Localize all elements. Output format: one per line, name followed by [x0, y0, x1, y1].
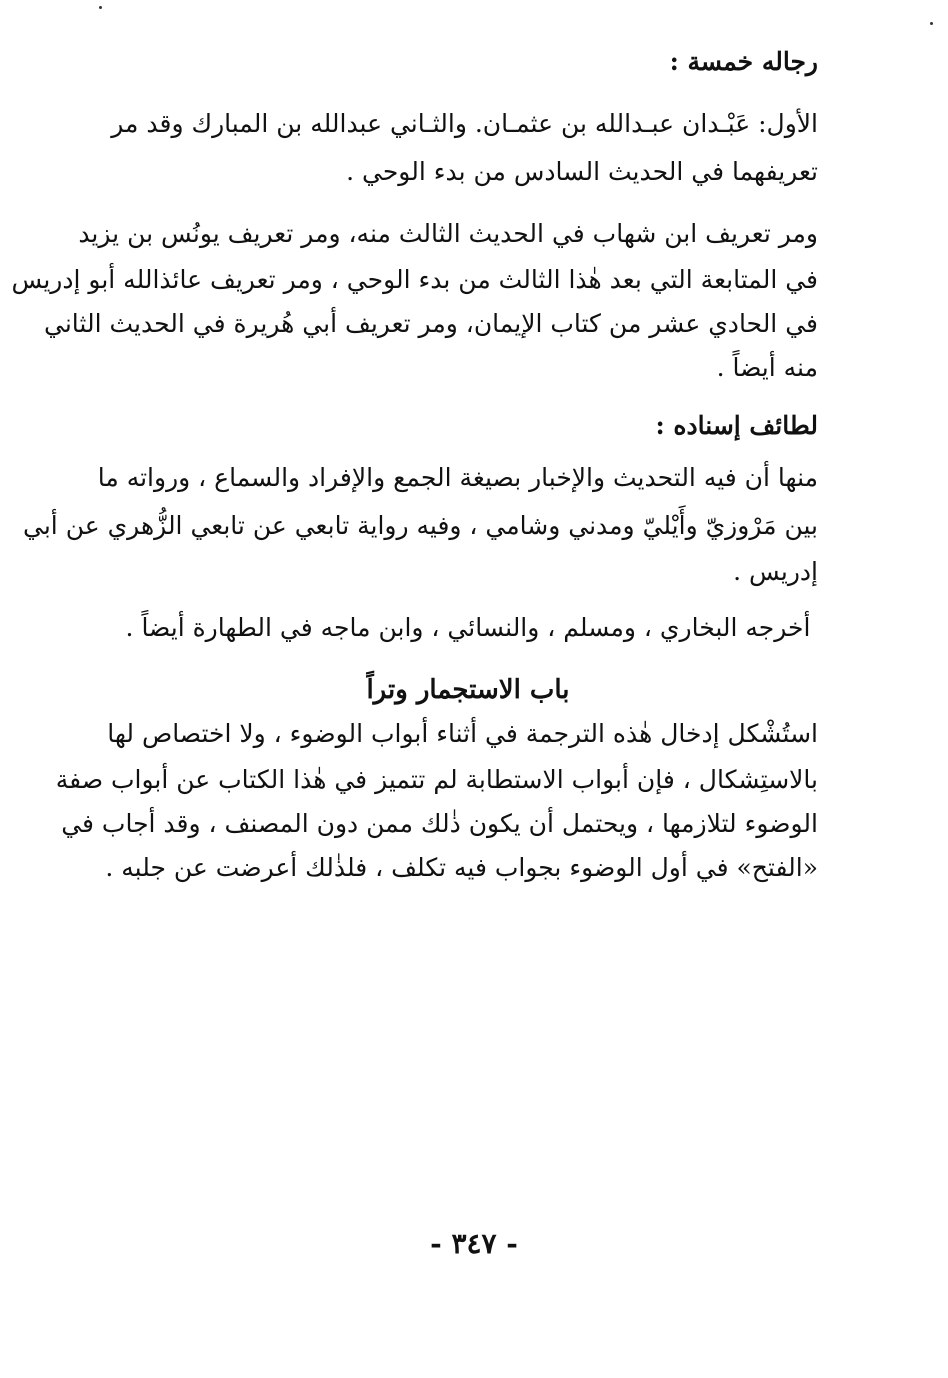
narrators-heading: رجاله خمسة :	[669, 47, 818, 76]
isnad-heading: لطائف إسناده :	[655, 411, 818, 440]
page-number: - ٣٤٧ -	[430, 1227, 518, 1260]
text-line: الوضوء لتلازمها ، ويحتمل أن يكون ذٰلك ممن دون المصنف ، وقد أجاب في	[61, 809, 818, 838]
scan-speck	[930, 22, 933, 25]
text-line: بالاستِشكال ، فإن أبواب الاستطابة لم تتميز في هٰذا الكتاب عن أبواب صفة	[55, 765, 818, 794]
text-line: استُشْكل إدخال هٰذه الترجمة في أثناء أبواب الوضوء ، ولا اختصاص لها	[107, 719, 818, 748]
text-line: منها أن فيه التحديث والإخبار بصيغة الجمع والإفراد والسماع ، ورواته ما	[97, 463, 818, 492]
text-line: في الحادي عشر من كتاب الإيمان، ومر تعريف أبي هُريرة في الحديث الثاني	[44, 309, 818, 338]
chapter-title: باب الاستجمار وتراً	[366, 675, 570, 705]
text-line: إدريس .	[733, 557, 818, 586]
text-line: ومر تعريف ابن شهاب في الحديث الثالث منه، ومر تعريف يونُس بن يزيد	[78, 219, 818, 248]
text-line: «الفتح» في أول الوضوء بجواب فيه تكلف ، فلذٰلك أعرضت عن جلبه .	[105, 853, 818, 882]
text-line: تعريفهما في الحديث السادس من بدء الوحي .	[346, 157, 818, 186]
text-line: بين مَرْوزيّ وأَيْليّ ومدني وشامي ، وفيه رواية تابعي عن تابعي الزُّهري عن أبي	[23, 511, 818, 540]
text-line: في المتابعة التي بعد هٰذا الثالث من بدء الوحي ، ومر تعريف عائذالله أبو إدريس	[11, 265, 818, 294]
text-line: الأول: عَبْـدان عبـدالله بن عثمـان. والثـاني عبدالله بن المبارك وقد مر	[111, 109, 818, 138]
scan-speck	[99, 6, 102, 9]
text-line: منه أيضاً .	[716, 353, 818, 382]
takhrij-line: أخرجه البخاري ، ومسلم ، والنسائي ، وابن ماجه في الطهارة أيضاً .	[125, 613, 811, 642]
